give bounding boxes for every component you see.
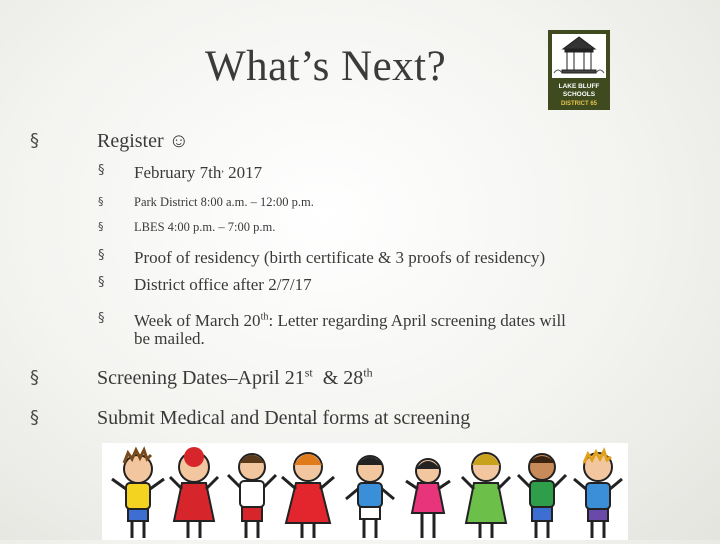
bullet-icon: § <box>98 220 104 233</box>
bullet-icon: § <box>98 311 105 326</box>
bullet-icon: § <box>30 367 39 388</box>
park-district-text: Park District 8:00 a.m. – 12:00 p.m. <box>134 195 314 209</box>
register-label: Register <box>97 130 164 152</box>
child-figure <box>406 459 450 538</box>
week-text: Week of March 20th: Letter regarding April screening dates will <box>134 311 566 330</box>
bullet-icon: § <box>98 275 105 290</box>
child-figure <box>112 450 164 538</box>
week-text-line2: be mailed. <box>134 329 205 348</box>
logo-line3: DISTRICT 65 <box>560 101 598 107</box>
submit-text: Submit Medical and Dental forms at screening <box>97 407 471 429</box>
date-text: February 7th, 2017 <box>134 163 263 182</box>
child-figure <box>518 454 566 538</box>
child-figure <box>228 454 276 538</box>
logo-line2: SCHOOLS <box>562 91 596 98</box>
bullet-icon: § <box>30 130 39 151</box>
child-figure <box>282 453 334 538</box>
child-figure <box>170 447 218 538</box>
child-figure <box>346 456 394 538</box>
district-office-text: District office after 2/7/17 <box>134 275 312 294</box>
child-figure <box>574 451 622 538</box>
logo-line1: LAKE BLUFF <box>558 83 600 90</box>
bullet-icon: § <box>98 163 105 178</box>
bullet-icon: § <box>30 407 39 428</box>
slide-title: What’s Next? <box>205 43 447 90</box>
proof-text: Proof of residency (birth certificate & 3 proofs of residency) <box>134 248 546 267</box>
smiley-icon: ☺ <box>168 130 190 152</box>
school-logo <box>548 30 610 110</box>
bullet-icon: § <box>98 248 105 263</box>
screening-text: Screening Dates–April 21st & 28th <box>97 365 373 389</box>
children-clipart <box>102 443 628 540</box>
child-figure <box>462 453 510 538</box>
bullet-icon: § <box>98 195 104 208</box>
lbes-text: LBES 4:00 p.m. – 7:00 p.m. <box>134 220 276 234</box>
